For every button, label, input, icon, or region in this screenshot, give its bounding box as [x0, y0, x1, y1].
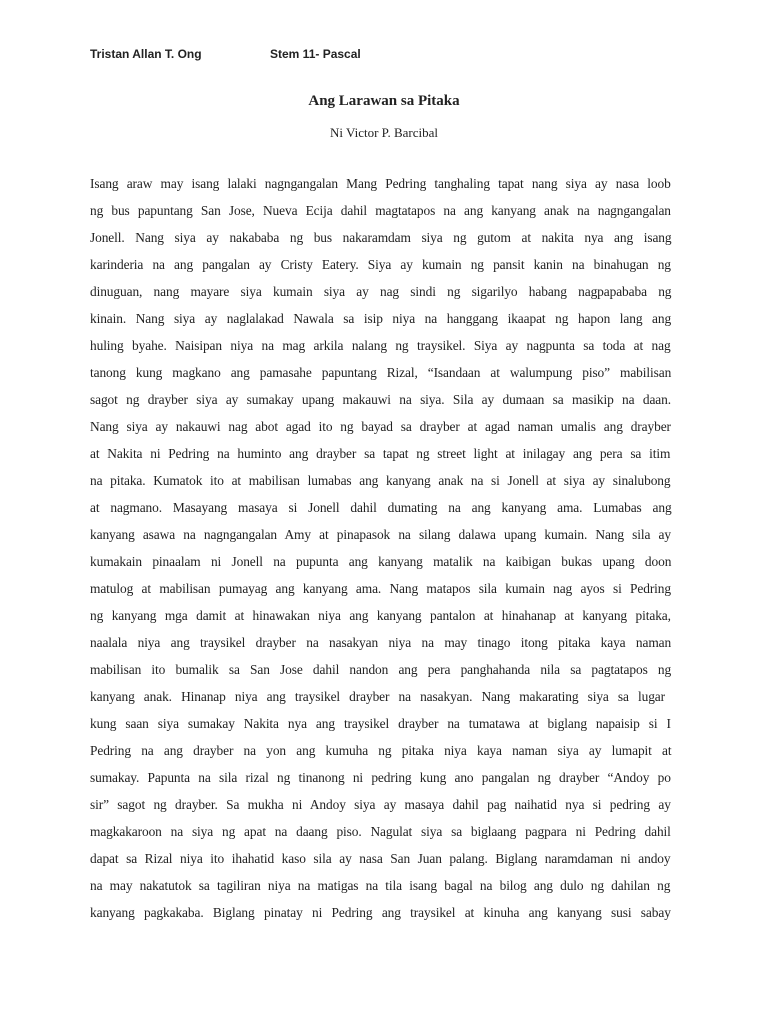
- body-line: ng bus papuntang San Jose, Nueva Ecija dahil magtatapos na ang kanyang anak na nagngangalan: [90, 203, 671, 218]
- body-line: sumakay. Papunta na sila rizal ng tinanong ni pedring kung ano pangalan ng drayber “Andoy po: [90, 770, 671, 785]
- body-line: sir” sagot ng drayber. Sa mukha ni Andoy siya ay masaya dahil pag naihatid nya si pedring ay: [90, 797, 671, 812]
- body-line: kumakain pinaalam ni Jonell na pupunta ang kanyang matalik na kaibigan bukas upang doon: [90, 554, 672, 569]
- class-section: Stem 11- Pascal: [270, 47, 361, 61]
- body-line: Isang araw may isang lalaki nagngangalan Mang Pedring tanghaling tapat nang siya ay nasa loob: [90, 176, 671, 191]
- body-line: at Nakita ni Pedring na huminto ang drayber sa tapat ng street light at inilagay ang pera sa itim: [90, 446, 671, 461]
- body-line: dinuguan, nang mayare siya kumain siya ay nag sindi ng sigarilyo habang nagpapababa ng: [90, 284, 672, 299]
- story-byline: Ni Victor P. Barcibal: [329, 125, 439, 140]
- document-header: [90, 47, 678, 67]
- body-line: matulog at mabilisan pumayag ang kanyang ama. Nang matapos sila kumain nag ayos si Pedring: [90, 581, 671, 596]
- body-line: huling byahe. Naisipan niya na mag arkila nalang ng traysikel. Siya ay nagpunta sa toda at nag: [90, 338, 671, 353]
- story-body: [90, 170, 680, 926]
- story-title: Ang Larawan sa Pitaka: [308, 93, 460, 109]
- body-line: na may nakatutok sa tagiliran niya na matigas na tila isang bagal na bilog ang dulo ng dahilan ng: [90, 878, 671, 893]
- body-line: karinderia na ang pangalan ay Cristy Eatery. Siya ay kumain ng pansit kanin na binahugan ng: [90, 257, 671, 272]
- body-line: dapat sa Rizal niya ito ihahatid kaso sila ay nasa San Juan palang. Biglang naramdaman ni andoy: [90, 851, 671, 866]
- body-line: kanyang anak. Hinanap niya ang traysikel drayber na nasakyan. Nang makarating siya sa lugar: [90, 689, 666, 704]
- body-line: sagot ng drayber siya ay sumakay upang makauwi na siya. Sila ay dumaan sa masikip na daan.: [90, 392, 671, 407]
- body-line: tanong kung magkano ang pamasahe papuntang Rizal, “Isandaan at walumpung piso” mabilisan: [90, 365, 672, 380]
- body-line: Jonell. Nang siya ay nakababa ng bus nakaramdam siya ng gutom at nakita nya ang isang: [90, 230, 672, 245]
- body-line: na pitaka. Kumatok ito at mabilisan lumabas ang kanyang anak na si Jonell at siya ay sinalubong: [90, 473, 671, 488]
- body-line: kung saan siya sumakay Nakita nya ang traysikel drayber na tumatawa at biglang napaisip si I: [90, 716, 671, 731]
- body-line: ng kanyang mga damit at hinawakan niya ang kanyang pantalon at hinahanap at kanyang pitaka,: [90, 608, 671, 623]
- body-line: Pedring na ang drayber na yon ang kumuha ng pitaka niya kaya naman siya ay lumapit at: [90, 743, 672, 758]
- body-line: kanyang pagkakaba. Biglang pinatay ni Pedring ang traysikel at kinuha ang kanyang susi sabay: [90, 905, 671, 920]
- body-line: kanyang asawa na nagngangalan Amy at pinapasok na silang dalawa upang kumain. Nang sila ay: [90, 527, 671, 542]
- body-line: naalala niya ang traysikel drayber na nasakyan niya na may tinago itong pitaka kaya naman: [90, 635, 672, 650]
- body-line: mabilisan ito bumalik sa San Jose dahil nandon ang pera panghahanda nila sa pagtatapos ng: [90, 662, 672, 677]
- body-line: Nang siya ay nakauwi nag abot agad ito ng bayad sa drayber at agad naman umalis ang drayber: [90, 419, 671, 434]
- body-line: at nagmano. Masayang masaya si Jonell dahil dumating na ang kanyang ama. Lumabas ang: [90, 500, 672, 515]
- body-line: magkakaroon na siya ng apat na daang piso. Nagulat siya sa biglaang pagpara ni Pedring dahil: [90, 824, 671, 839]
- body-line: kinain. Nang siya ay naglalakad Nawala sa isip niya na hanggang ikaapat ng hapon lang ang: [90, 311, 672, 326]
- author-name: Tristan Allan T. Ong: [90, 47, 202, 61]
